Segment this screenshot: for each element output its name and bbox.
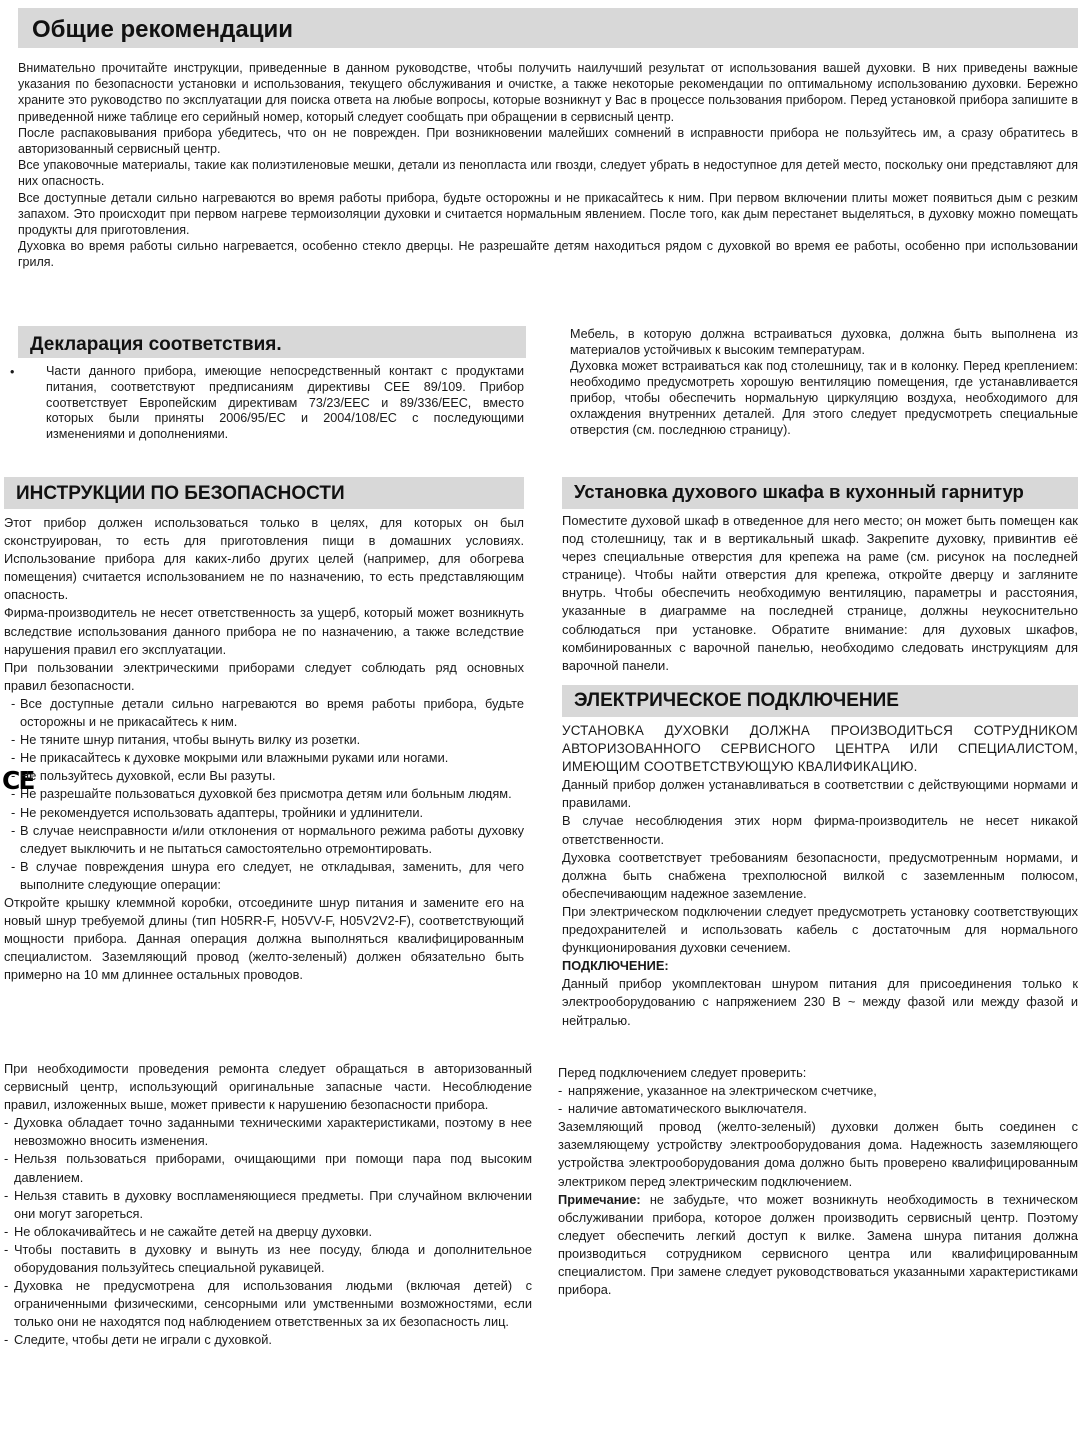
install-title: Установка духового шкафа в кухонный гарнитур — [562, 477, 1078, 509]
list-item: - Чтобы поставить в духовку и вынуть из нее посуду, блюда и дополнительное оборудования пользуйтесь специальной рукавицей. — [4, 1241, 532, 1277]
note — [558, 1191, 1078, 1300]
declaration-title: Декларация соответствия. — [18, 326, 526, 358]
list-item: - Духовка обладает точно заданными техническими характеристиками, поэтому в нее невозможно вносить изменения. — [4, 1114, 532, 1150]
paragraph: Духовка во время работы сильно нагревается, особенно стекло дверцы. Не разрешайте детям находиться рядом с духовкой во время ее работы, особенно при использовании гриля. — [18, 239, 1078, 270]
list-item: - Нельзя ставить в духовку воспламеняющиеся предметы. При случайном включении они могут загореться. — [4, 1187, 532, 1223]
paragraph: Духовка может встраиваться как под столешницу, так и в колонку. Перед креплением: необходимо предусмотреть хорошую вентиляцию помещения, где устанавливается прибор, чтобы обеспечить нормальную циркуляцию воздуха, необходимого для охлаждения внутренних деталей. Для этого следует предусмотреть специальные отверстия (см. последнюю страницу). — [570, 359, 1078, 437]
paragraph: Фирма-производитель не несет ответственность за ущерб, который может возникнуть вследствие использования данного прибора не по назначению, а также вследствие нарушения правил его эксплуатации. — [4, 605, 524, 657]
cord-replacement-text: Откройте крышку клеммной коробки, отсоедините шнур питания и замените его на новый шнур требуемой длины (тип H05RR-F, H05VV-F, H05V2V2-F), соответствующий мощности прибора. Данная операция должна выполняться квалифицированным специалистом. Заземляющий провод (желто-зеленый) должен обязательно быть примерно на 10 мм длиннее остальных проводов. — [4, 894, 524, 983]
list-item: - Не пользуйтесь духовкой, если Вы разуты. — [4, 767, 524, 785]
list-item: - Не разрешайте пользоваться духовкой без присмотра детям или больным людям. — [4, 785, 524, 803]
list-item: - В случае повреждения шнура его следует, не откладывая, заменить, для чего выполните следующие операции: — [4, 858, 524, 894]
general-text — [18, 60, 1078, 271]
paragraph: Все доступные детали сильно нагреваются во время работы прибора, будьте осторожны и не прикасайтесь к ним. При первом включении плиты может появиться дым с резким запахом. Это происходит при первом нагреве термоизоляции духовки и считается нормальным явлением. После того, как дым перестанет выделяться, в духовку можно помещать продукты для приготовления. — [18, 190, 1078, 238]
paragraph: При пользовании электрическими приборами следует соблюдать ряд основных правил безопасности. — [4, 659, 524, 693]
paragraph: Мебель, в которую должна встраиваться духовка, должна быть выполнена из материалов устойчивых к высоким температурам. — [570, 327, 1078, 357]
note-text: не забудьте, что может возникнуть необходимость в техническом обслуживании прибора, которое должен производить сервисный центр. Поэтому следует обеспечить легкий доступ к вилке. Замена шнура питания должна производиться сотрудником сервисного центра или квалифицированным специалистом. При замене следует руководствоваться указанными характеристиками прибора. — [558, 1191, 1078, 1298]
paragraph: Данный прибор должен устанавливаться в соответствии с действующими нормами и правилами. — [562, 777, 1078, 811]
caps-warning: УСТАНОВКА ДУХОВКИ ДОЛЖНА ПРОИЗВОДИТЬСЯ СОТРУДНИКОМ АВТОРИЗОВАННОГО СЕРВИСНОГО ЦЕНТРА ИЛИ СПЕЦИАЛИСТОМ, ИМЕЮЩИМ СООТВЕТСТВУЮЩУЮ КВАЛИФИКАЦИЮ. — [562, 723, 1078, 775]
electric-text — [562, 722, 1078, 1030]
paragraph: Духовка соответствует требованиям безопасности, предусмотренным нормами, и должна быть снабжена трехполюсной вилкой с заземленным полюсом, обеспечивающим надежное заземление. — [562, 849, 1078, 901]
note-label: Примечание: — [558, 1191, 641, 1207]
list-item: - Следите, чтобы дети не играли с духовкой. — [4, 1331, 532, 1349]
general-title: Общие рекомендации — [18, 8, 1078, 48]
safety-title: ИНСТРУКЦИИ ПО БЕЗОПАСНОСТИ — [4, 477, 524, 509]
paragraph: В случае несоблюдения этих норм фирма-производитель не несет никакой ответственности. — [562, 813, 1078, 847]
list-item: - Не прикасайтесь к духовке мокрыми или влажными руками или ногами. — [4, 749, 524, 767]
check-intro: Перед подключением следует проверить: — [558, 1065, 807, 1080]
ground-text: Заземляющий провод (желто-зеленый) духовки должен быть соединен с заземляющему устройству электрооборудования дома. Надежность заземляющего устройства электрооборудования дома должно быть проверено квалифицированным электриком перед электрическим подключением. — [558, 1119, 1078, 1189]
safety-text-2 — [4, 1060, 532, 1350]
list-item: - Духовка не предусмотрена для использования людьми (включая детей) с ограниченными физическими, сенсорными или умственными возможностями, если только они не находятся под наблюдением ответственных за их безопасность лиц. — [4, 1277, 532, 1331]
paragraph: Все упаковочные материалы, такие как полиэтиленовые мешки, детали из пенопласта или гвозди, следует убрать в недоступное для детей место, поскольку они представляют для них опасность. — [18, 158, 1078, 189]
install-text — [562, 512, 1078, 675]
connect-title: ПОДКЛЮЧЕНИЕ: — [562, 958, 669, 974]
list-item: - Не облокачивайтесь и не сажайте детей на дверцу духовки. — [4, 1223, 532, 1241]
furniture-text — [570, 326, 1078, 438]
list-item: - Нельзя пользоваться приборами, очищающими при помощи пара под высоким давлением. — [4, 1150, 532, 1186]
repair-text: При необходимости проведения ремонта следует обращаться в авторизованный сервисный центр, использующий оригинальные запасные части. Несоблюдение правил, изложенных выше, может привести к нарушению безопасности прибора. — [4, 1061, 532, 1113]
paragraph: После распаковывания прибора убедитесь, что он не поврежден. При возникновении малейших сомнений в исправности прибора не пользуйтесь им, а сразу обратитесь в авторизованный сервисный центр. — [18, 125, 1078, 157]
paragraph: Данный прибор укомплектован шнуром питания для присоединения только к электрооборудованию с напряжением 230 В ~ между фазой или между фазой и нейтралью. — [562, 976, 1078, 1028]
bullet-icon: • — [10, 365, 15, 379]
list-item: - Не тяните шнур питания, чтобы вынуть вилку из розетки. — [4, 731, 524, 749]
safety-list-2 — [4, 1114, 532, 1349]
electric-text-2 — [558, 1064, 1078, 1299]
paragraph: Этот прибор должен использоваться только в целях, для которых он был сконструирован, то есть для приготовления пищи в домашних условиях. Использование прибора для каких-либо других целей (например, для обогрева помещения) считается использованием не по назначению, то есть представляющим опасность. — [4, 515, 524, 603]
list-item: - напряжение, указанное на электрическом счетчике, — [558, 1082, 1078, 1100]
list-item: - Не рекомендуется использовать адаптеры, тройники и удлинители. — [4, 804, 524, 822]
list-item: - Все доступные детали сильно нагреваются во время работы прибора, будьте осторожны и не прикасайтесь к ним. — [4, 695, 524, 731]
paragraph: При электрическом подключении следует предусмотреть установку соответствующих предохранителей и использовать кабель с достаточным для нормального функционирования духовки сечением. — [562, 903, 1078, 956]
paragraph: Поместите духовой шкаф в отведенное для него место; он может быть помещен как под столешницу, так и в вертикальный шкаф. Закрепите духовку, привинтив её через специальные отверстия для крепежа на раме (см. рисунок на последней странице). Чтобы найти отверстия для крепежа, откройте дверцу и загляните внутрь. Чтобы обеспечить необходимую вентиляцию, параметры и расстояния, указанные в диаграмме на последней странице, должны неукоснительно соблюдаться при установке. Обратите внимание: для духовых шкафов, комбинированных с варочной панелью, необходимо следовать инструкциям для варочной панели. — [562, 513, 1078, 673]
paragraph: Внимательно прочитайте инструкции, приведенные в данном руководстве, чтобы получить наилучший результат от использования вашей духовки. В них приведены важные указания по безопасности установки и использования, текущего обслуживания и очистке, а также некоторые рекомендации по оптимальному использованию духовки. Бережно храните это руководство по эксплуатации для поиска ответа на любые вопросы, которые возникнут у Вас в процессе пользования прибором. Перед установкой прибора запишите в приведенной ниже таблице его серийный номер, который следует сообщать при обращении в сервисный центр. — [18, 61, 1078, 124]
list-item: - В случае неисправности и/или отклонения от нормального режима работы духовку следует выключить и не пытаться самостоятельно отремонтировать. — [4, 822, 524, 858]
ce-mark: CE — [2, 766, 34, 795]
electric-title: ЭЛЕКТРИЧЕСКОЕ ПОДКЛЮЧЕНИЕ — [562, 685, 1078, 717]
safety-list — [4, 695, 524, 894]
declaration-text: Части данного прибора, имеющие непосредственный контакт с продуктами питания, соответствуют предписаниям директивы CEE 89/109. Прибор соответствует Европейским директивам 73/23/EEC и 89/336/EEC, вместо которых были приняты 2006/95/EC и 2004/108/EC с последующими изменениями и дополнениями. — [46, 364, 524, 442]
safety-text — [4, 514, 524, 984]
check-list — [558, 1082, 1078, 1118]
list-item: - наличие автоматического выключателя. — [558, 1100, 1078, 1118]
